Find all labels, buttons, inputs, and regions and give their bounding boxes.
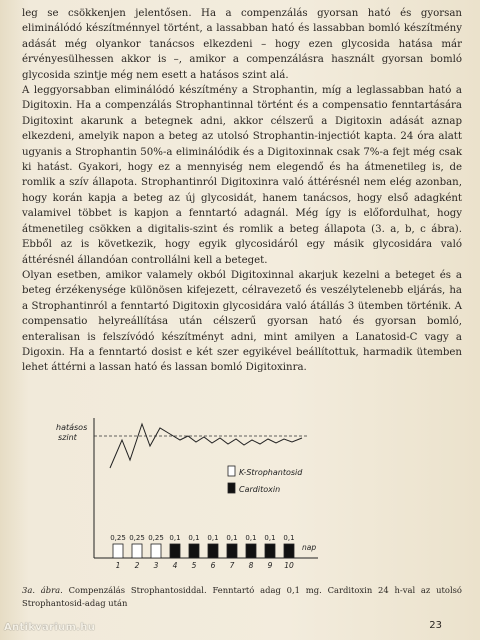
dose-bar-day-6 (208, 544, 218, 558)
dose-bar-day-9 (265, 544, 275, 558)
x-tick-label-10: 10 (284, 561, 294, 570)
caption-label: 3a. ábra. (22, 585, 63, 595)
watermark-text: Antikvarium.hu (4, 622, 96, 633)
dose-label-day-6: 0,1 (207, 534, 219, 542)
x-tick-label-6: 6 (210, 561, 216, 570)
figure-caption (22, 584, 462, 609)
legend-label-carditoxin: Carditoxin (239, 485, 281, 494)
effective-level-label: hatásos szint (56, 423, 88, 442)
dose-bar-day-5 (189, 544, 199, 558)
body-text (22, 6, 462, 376)
dose-label-day-10: 0,1 (283, 534, 295, 542)
page-number: 23 (429, 620, 442, 631)
legend-swatch-strophantosid (228, 466, 235, 476)
glycoside-level-curve (110, 424, 302, 468)
dose-label-day-2: 0,25 (129, 534, 145, 542)
dose-label-day-8: 0,1 (245, 534, 257, 542)
x-tick-label-2: 2 (134, 561, 140, 570)
dose-label-day-4: 0,1 (169, 534, 181, 542)
dose-bar-day-8 (246, 544, 256, 558)
dosage-chart (18, 410, 458, 580)
x-unit-label: nap (302, 543, 317, 552)
x-tick-label-9: 9 (267, 561, 273, 570)
dose-label-day-7: 0,1 (226, 534, 238, 542)
paragraph-3: Olyan esetben, amikor valamely okból Digitoxinnal akarjuk kezelni a beteget és a beteg érzékenysége különösen kifejezett, célravezető és veszélytelenebb eljárás, ha a Strophantinról a fenntartó Digitoxin glycosidára való átállás 3 ütemben történik. A compensatio helyreállítása után célszerű gyorsan ható és gyorsan bomló, enteralisan is felszívódó készítményt adni, mint amilyen a Lanatosid-C vagy a Digoxin. Ha a fenntartó dosist e két szer egyikével beállítottuk, harmadik ütemben lehet áttérni a lassan ható és lassan bomló Digitoxinra. (22, 269, 462, 374)
paragraph-1: leg se csökkenjen jelentősen. Ha a compenzálás gyorsan ható és gyorsan eliminálódó készítménnyel történt, a lassabban ható és lassabban bomló készítmény adását még olyankor tanácsos elkezdeni – hogy ezen glycosida hatása már érvényesülhessen akkor is –, amikor a compenzálásra használt gyorsan bomló glycosida szintje még nem esett a hatásos szint alá. (22, 8, 462, 81)
caption-text: Compenzálás Strophantosiddal. Fenntartó adag 0,1 mg. Carditoxin 24 h-val az utolsó Strophantosid-adag után (22, 585, 462, 608)
dose-bar-day-4 (170, 544, 180, 558)
dose-bar-day-7 (227, 544, 237, 558)
dose-label-day-1: 0,25 (110, 534, 126, 542)
x-tick-label-7: 7 (229, 561, 235, 570)
x-tick-label-3: 3 (153, 561, 159, 570)
dose-bar-day-3 (151, 544, 161, 558)
dose-label-day-5: 0,1 (188, 534, 200, 542)
paragraph-2: A leggyorsabban eliminálódó készítmény a Strophantin, míg a leglassabban ható a Digitoxin. Ha a compenzálás Strophantinnal történt és a compensatio fenntartására Digitoxint akarunk a betegnek adni, akkor célszerű a Digitoxin adását aznap elkezdeni, amelyik napon a beteg az utolsó Strophantin-injectiót kapta. 24 óra alatt ugyanis a Strophantin 50%-a eliminálódik és a Digitoxinnak csak 7%-a fejt még csak ki hatást. Gyakori, hogy ez a mennyiség nem elegendő és ha átmenetileg is, de romlik a szív állapota. Strophantinról Digitoxinra való áttérésnél nem elég azonban, hogy korán kapja a beteg az új glycosidát, hanem tanácsos, hogy első adagként valamivel többet is kapjon a fenntartó adagnál. Még így is előfordulhat, hogy átmenetileg csökken a digitalis-szint és romlik a beteg állapota (3. a, b, c ábra). Ebből az is következik, hogy egyik glycosidáról egy másik glycosidára való áttérésnél állandóan controllálni kell a beteget. (22, 85, 462, 266)
dose-bars (110, 534, 294, 570)
dose-bar-day-10 (284, 544, 294, 558)
dose-bar-day-2 (132, 544, 142, 558)
dose-label-day-9: 0,1 (264, 534, 276, 542)
dose-label-day-3: 0,25 (148, 534, 164, 542)
legend-swatch-carditoxin (228, 483, 235, 493)
x-tick-label-8: 8 (248, 561, 254, 570)
x-tick-label-1: 1 (115, 561, 121, 570)
legend-label-strophantosid: K-Strophantosid (239, 468, 303, 477)
x-tick-label-4: 4 (172, 561, 178, 570)
dose-bar-day-1 (113, 544, 123, 558)
x-tick-label-5: 5 (191, 561, 197, 570)
